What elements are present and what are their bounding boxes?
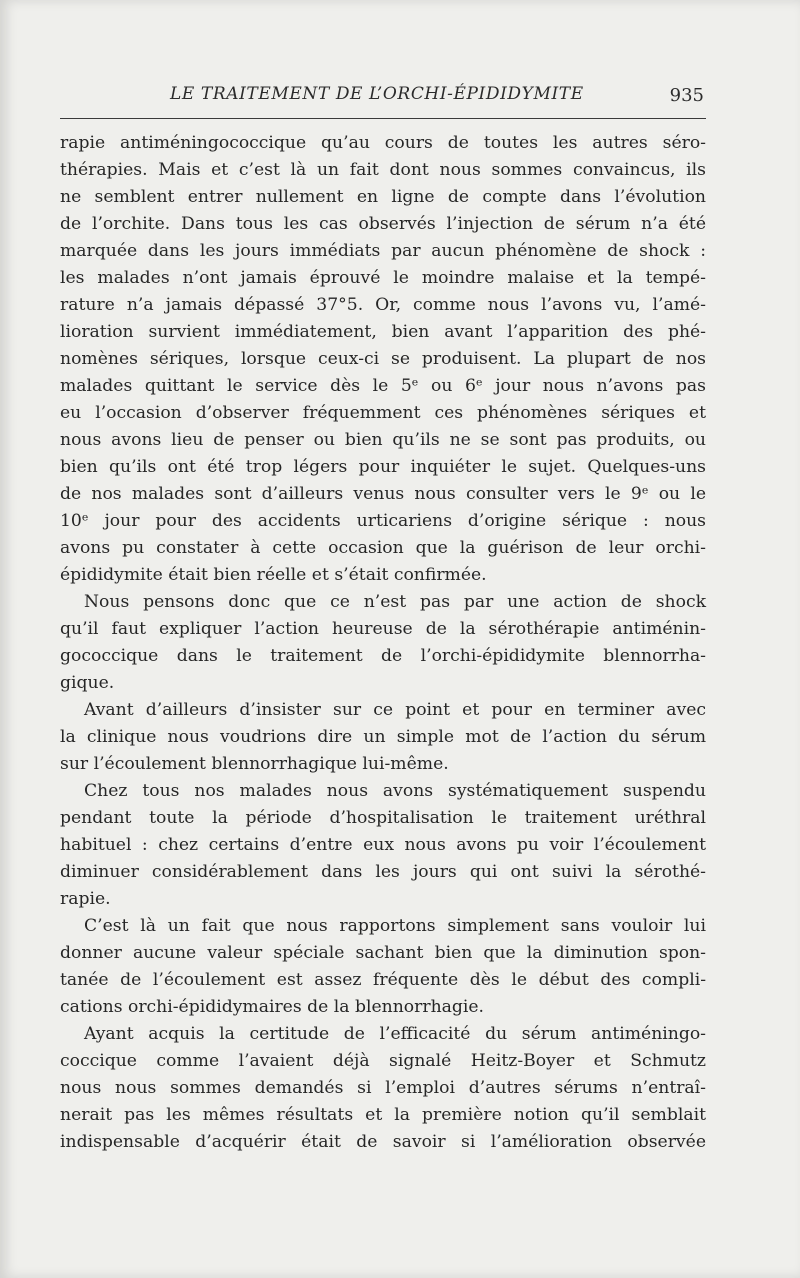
running-title: LE TRAITEMENT DE L’ORCHI-ÉPIDIDYMITE (170, 84, 584, 104)
text-line: nous avons lieu de penser ou bien qu’ils ne se sont pas produits, ou (60, 430, 706, 450)
text-line: cations orchi-épididymaires de la blennorrhagie. (60, 997, 485, 1017)
text-line: gococcique dans le traitement de l’orchi-épididymite blennorrha- (60, 646, 706, 666)
text-line: C’est là un fait que nous rapportons simplement sans vouloir lui (84, 916, 706, 936)
text-line: thérapies. Mais et c’est là un fait dont nous sommes convaincus, ils (60, 160, 706, 180)
text-line: marquée dans les jours immédiats par aucun phénomène de shock : (60, 241, 706, 261)
text-line: eu l’occasion d’observer fréquemment ces phénomènes sériques et (60, 403, 706, 423)
text-line: tanée de l’écoulement est assez fréquente dès le début des compli- (60, 970, 706, 990)
text-line: qu’il faut expliquer l’action heureuse de la sérothérapie antiménin- (60, 619, 706, 639)
text-line: sur l’écoulement blennorrhagique lui-même. (60, 754, 449, 774)
text-line: ne semblent entrer nullement en ligne de compte dans l’évolution (60, 187, 706, 207)
text-line: avons pu constater à cette occasion que la guérison de leur orchi- (60, 538, 706, 558)
text-line: habituel : chez certains d’entre eux nous avons pu voir l’écoulement (60, 835, 706, 855)
text-line: rapie. (60, 889, 111, 909)
text-line: de nos malades sont d’ailleurs venus nous consulter vers le 9ᵉ ou le (60, 484, 706, 504)
text-line: coccique comme l’avaient déjà signalé Heitz-Boyer et Schmutz (60, 1051, 706, 1071)
text-line: Ayant acquis la certitude de l’efficacité du sérum antiméningo- (84, 1024, 706, 1044)
text-line: les malades n’ont jamais éprouvé le moindre malaise et la tempé- (60, 268, 706, 288)
text-line: nomènes sériques, lorsque ceux-ci se produisent. La plupart de nos (60, 349, 706, 369)
page-number: 935 (669, 85, 704, 106)
text-line: rature n’a jamais dépassé 37°5. Or, comme nous l’avons vu, l’amé- (60, 295, 706, 315)
text-line: bien qu’ils ont été trop légers pour inquiéter le sujet. Quelques-uns (60, 457, 706, 477)
text-line: gique. (60, 673, 115, 693)
text-line: Avant d’ailleurs d’insister sur ce point et pour en terminer avec (84, 700, 706, 720)
text-line: rapie antiméningococcique qu’au cours de toutes les autres séro- (60, 133, 706, 153)
text-line: nerait pas les mêmes résultats et la première notion qu’il semblait (60, 1105, 706, 1125)
text-line: 10ᵉ jour pour des accidents urticariens d’origine sérique : nous (60, 511, 706, 531)
text-line: pendant toute la période d’hospitalisation le traitement uréthral (60, 808, 706, 828)
text-line: diminuer considérablement dans les jours qui ont suivi la sérothé- (60, 862, 706, 882)
text-line: malades quittant le service dès le 5ᵉ ou 6ᵉ jour nous n’avons pas (60, 376, 706, 396)
header-rule (60, 118, 706, 119)
text-line: Nous pensons donc que ce n’est pas par une action de shock (84, 592, 706, 612)
text-line: nous nous sommes demandés si l’emploi d’autres sérums n’entraî- (60, 1078, 706, 1098)
text-line: indispensable d’acquérir était de savoir si l’amélioration observée (60, 1132, 706, 1152)
page-header (60, 84, 710, 114)
text-line: de l’orchite. Dans tous les cas observés l’injection de sérum n’a été (60, 214, 706, 234)
text-line: la clinique nous voudrions dire un simple mot de l’action du sérum (60, 727, 706, 747)
text-line: donner aucune valeur spéciale sachant bien que la diminution spon- (60, 943, 706, 963)
body-text (60, 130, 706, 1156)
text-line: Chez tous nos malades nous avons systématiquement suspendu (84, 781, 706, 801)
text-line: lioration survient immédiatement, bien avant l’apparition des phé- (60, 322, 706, 342)
text-line: épididymite était bien réelle et s’était confirmée. (60, 565, 487, 585)
